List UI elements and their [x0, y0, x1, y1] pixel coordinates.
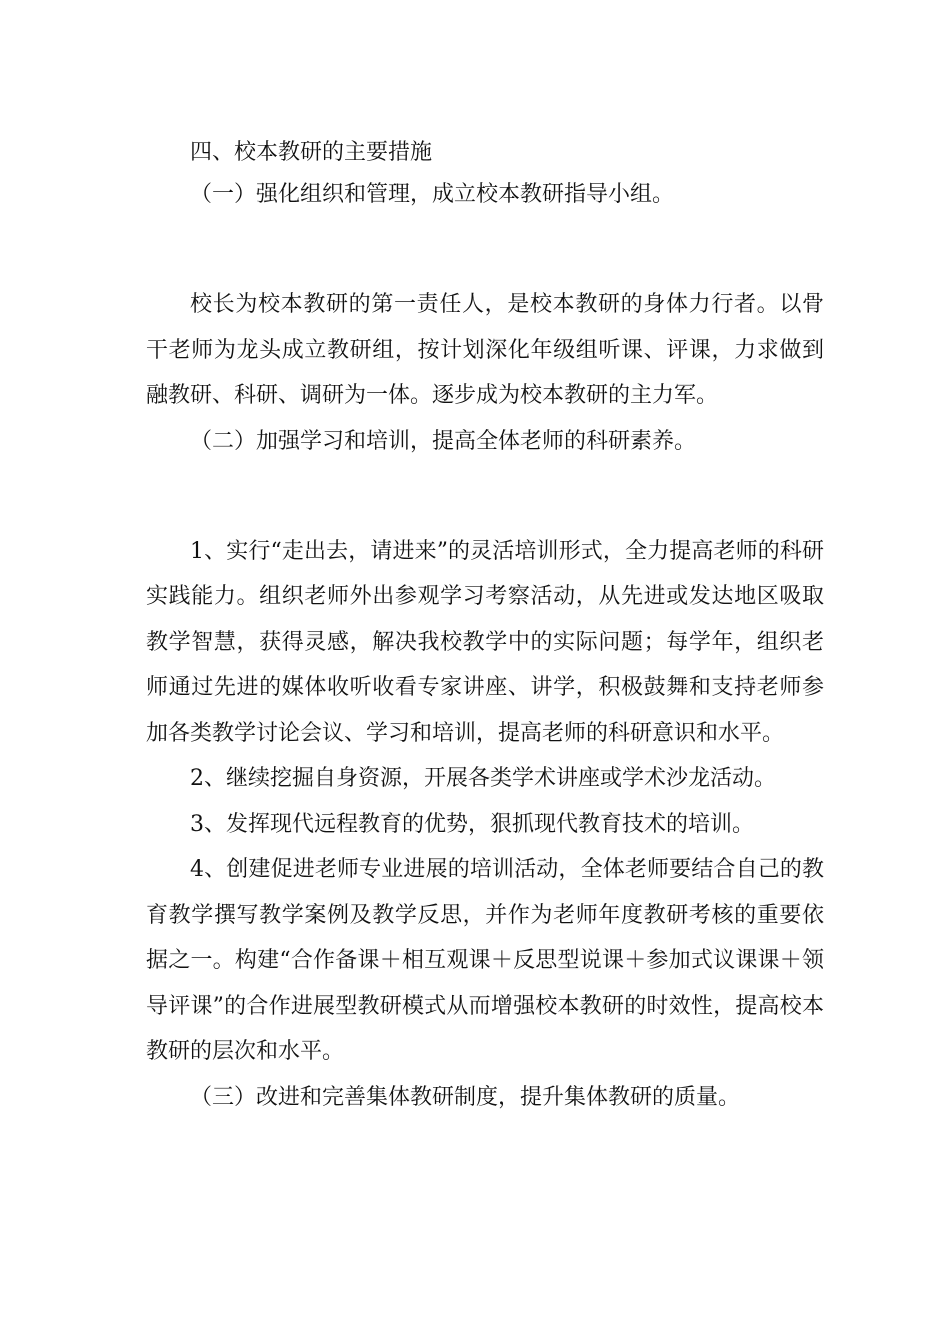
subsection-title-2: （二）加强学习和培训，提高全体老师的科研素养。: [190, 428, 697, 454]
spacer: [146, 216, 824, 282]
subsection-title-3: （三）改进和完善集体教研制度，提升集体教研的质量。: [190, 1084, 741, 1110]
paragraph-1-1: 校长为校本教研的第一责任人，是校本教研的身体力行者。以骨干老师为龙头成立教研组，按计划深化年级组听课、评课，力求做到融教研、科研、调研为一体。逐步成为校本教研的主力军。: [146, 292, 824, 408]
document-body: [146, 132, 824, 1119]
paragraph-2-3: 3、发挥现代远程教育的优势，狠抓现代教育技术的培训。: [190, 811, 754, 837]
section-heading: 四、校本教研的主要措施: [190, 140, 433, 165]
paragraph-2-2: 2、继续挖掘自身资源，开展各类学术讲座或学术沙龙活动。: [190, 766, 776, 791]
subsection-title-1: （一）强化组织和管理，成立校本教研指导小组。: [190, 182, 675, 207]
spacer: [146, 463, 824, 529]
paragraph-2-1: 1、实行“走出去，请进来”的灵活培训形式，全力提高老师的科研实践能力。组织老师外出参观学习考察活动，从先进或发达地区吸取教学智慧，获得灵感，解决我校教学中的实际问题；每学年，组织老师通过先进的媒体收听收看专家讲座、讲学，积极鼓舞和支持老师参加各类教学讨论会议、学习和培训，提高老师的科研意识和水平。: [146, 538, 824, 746]
paragraph-2-4: 4、创建促进老师专业进展的培训活动，全体老师要结合自己的教育教学撰写教学案例及教学反思，并作为老师年度教研考核的重要依据之一。构建“合作备课＋相互观课＋反思型说课＋参加式议课课＋领导评课”的合作进展型教研模式从而增强校本教研的时效性，提高校本教研的层次和水平。: [146, 857, 824, 1064]
